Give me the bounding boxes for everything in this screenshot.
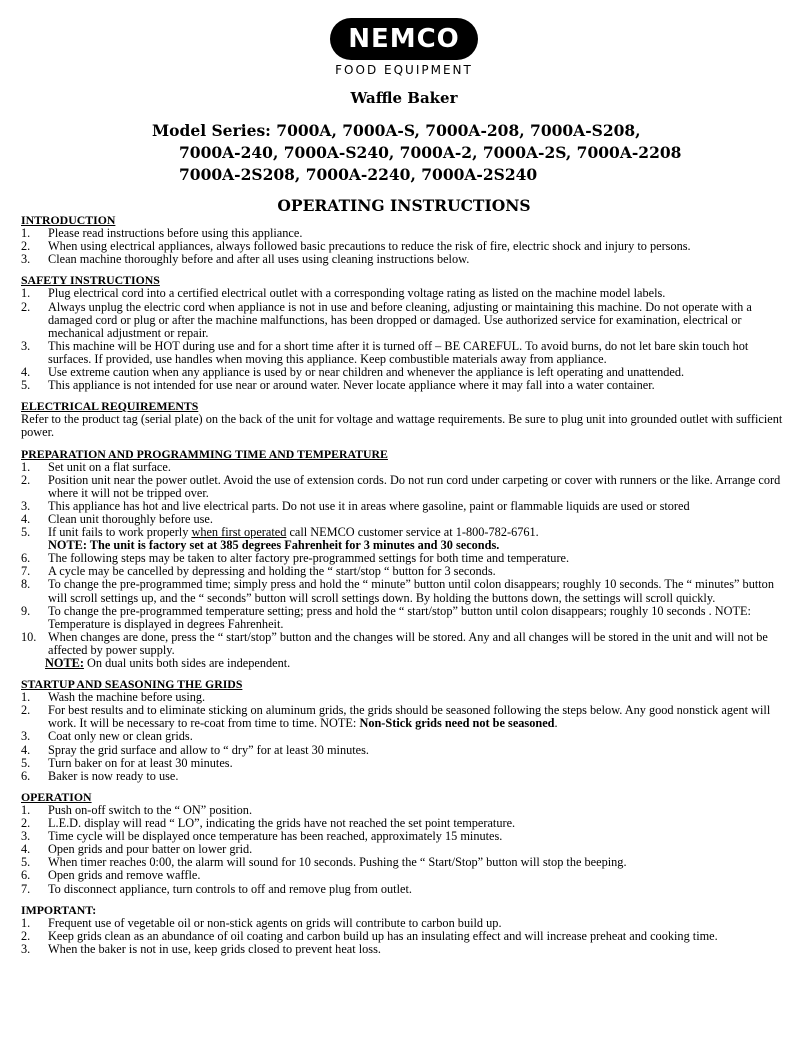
item-text: To disconnect appliance, turn controls to off and remove plug from outlet. <box>48 881 412 896</box>
section-title-startup: STARTUP AND SEASONING THE GRIDS <box>21 677 243 692</box>
item-text: Time cycle will be displayed once temperature has been reached, approximately 15 minutes. <box>48 829 503 844</box>
item-text: When using electrical appliances, always followed basic precautions to reduce the risk of fire, electric shock and injury to persons. <box>48 239 691 254</box>
item-text: Always unplug the electric cord when appliance is not in use and before cleaning, adjusting or maintaining this machine. Do not operate with a damaged cord or plug or after the machine malfunctions, has been dropped or damaged. Use authorized service for examination, electrical or mechanical adjustment or repair. <box>48 299 752 340</box>
model-line-3: 7000A-2S208, 7000A-2240, 7000A-2S240 <box>179 165 538 184</box>
item-text: To change the pre-programmed temperature setting; press and hold the “ start/stop” button until colon disappears; roughly 10 seconds . NOTE: Temperature is displayed in degrees Fahrenheit. <box>48 603 751 631</box>
list-item <box>21 578 788 604</box>
logo-brand: NEMCO <box>330 18 478 60</box>
list-item <box>21 287 788 300</box>
list-item <box>21 744 788 757</box>
section-title-important: IMPORTANT: <box>21 902 97 917</box>
item-text: When changes are done, press the “ start/stop” button and the changes will be stored. Any and all changes will be stored in the unit and will not be affected by power supply. <box>48 629 768 657</box>
item-number: 4. <box>21 511 31 526</box>
item-number: 3. <box>21 252 31 267</box>
item-number: 5. <box>21 855 31 870</box>
item-text: A cycle may be cancelled by depressing and holding the “ start/stop “ button for 3 seconds. <box>48 564 496 579</box>
item-text: Spray the grid surface and allow to “ dry” for at least 30 minutes. <box>48 742 369 757</box>
list-item <box>21 917 788 930</box>
item-number: 4. <box>21 842 31 857</box>
item5-text-post: call NEMCO customer service at 1-800-782-6761. <box>286 525 539 540</box>
item-text: Open grids and pour batter on lower grid. <box>48 842 253 857</box>
item-text: When timer reaches 0:00, the alarm will sound for 10 seconds. Pushing the “ Start/Stop” button will stop the beeping. <box>48 855 627 870</box>
item-text: Turn baker on for at least 30 minutes. <box>48 755 233 770</box>
item-text: Push on-off switch to the “ ON” position. <box>48 802 253 817</box>
section-title-introduction: INTRODUCTION <box>21 213 116 227</box>
item-text: This machine will be HOT during use and for a short time after it is turned off – BE CAREFUL. To avoid burns, do not let bare skin touch hot surfaces. If provided, use handles when moving this appliance. Keep combustible materials away from appliance. <box>48 338 749 366</box>
item-number: 1. <box>21 915 31 930</box>
logo-tagline: FOOD EQUIPMENT <box>335 63 473 77</box>
item-number: 2. <box>21 472 31 487</box>
item-text: Open grids and remove waffle. <box>48 868 201 883</box>
instructions-body <box>21 214 788 956</box>
section-title-electrical: ELECTRICAL REQUIREMENTS <box>21 399 199 414</box>
item-number: 5. <box>21 525 31 540</box>
list-item <box>21 605 788 631</box>
list-item <box>21 253 788 266</box>
item5-text-underlined: when first operated <box>191 525 287 540</box>
item-number: 5. <box>21 755 31 770</box>
item-text: L.E.D. display will read “ LO”, indicating the grids have not reached the set point temperature. <box>48 816 516 831</box>
item-number: 1. <box>21 690 31 705</box>
section-title-safety: SAFETY INSTRUCTIONS <box>21 273 160 288</box>
item-text: Wash the machine before using. <box>48 690 206 705</box>
item-number: 3. <box>21 941 31 956</box>
item-text: This appliance is not intended for use near or around water. Never locate appliance where it may fall into a water container. <box>48 378 655 393</box>
item-number: 2. <box>21 239 31 254</box>
item-number: 1. <box>21 286 31 301</box>
model-line-1: Model Series: 7000A, 7000A-S, 7000A-208, 7000A-S208, <box>152 121 641 140</box>
list-item <box>21 379 788 392</box>
item-number: 4. <box>21 742 31 757</box>
list-item <box>21 930 788 943</box>
list-item <box>21 340 788 366</box>
item-text: The following steps may be taken to alter factory pre-programmed settings for both time and temperature. <box>48 551 570 566</box>
item-text: Baker is now ready to use. <box>48 768 179 783</box>
item-number: 9. <box>21 603 31 618</box>
list-item <box>21 461 788 474</box>
item-number: 6. <box>21 551 31 566</box>
item-text <box>48 704 788 730</box>
item-text: When the baker is not in use, keep grids closed to prevent heat loss. <box>48 941 381 956</box>
item-number: 2. <box>21 816 31 831</box>
list-item <box>21 943 788 956</box>
electrical-text: Refer to the product tag (serial plate) on the back of the unit for voltage and wattage requirements. Be sure to plug unit into grounded outlet with sufficient power. <box>21 412 783 440</box>
item-number: 3. <box>21 729 31 744</box>
startup-item2-bold: Non-Stick grids need not be seasoned <box>359 716 555 731</box>
item-number: 1. <box>21 226 31 241</box>
item-number: 4. <box>21 365 31 380</box>
item-number: 3. <box>21 829 31 844</box>
item-text: Clean unit thoroughly before use. <box>48 511 213 526</box>
startup-item2-post: . <box>554 716 558 731</box>
list-item <box>21 757 788 770</box>
item-number: 2. <box>21 299 31 314</box>
list-item <box>21 631 788 657</box>
item-number: 5. <box>21 378 31 393</box>
item-number: 2. <box>21 928 31 943</box>
nemco-logo <box>0 18 808 77</box>
list-item <box>21 883 788 896</box>
list-item <box>21 474 788 500</box>
section-title-operation: OPERATION <box>21 789 92 804</box>
factory-setting-note: NOTE: The unit is factory set at 385 degrees Fahrenheit for 3 minutes and 30 seconds. <box>48 538 500 553</box>
item-text: Plug electrical cord into a certified electrical outlet with a corresponding voltage rating as listed on the machine model labels. <box>48 286 666 301</box>
item-number: 10. <box>21 629 37 644</box>
item-text: Position unit near the power outlet. Avoid the use of extension cords. Do not run cord under carpeting or cover with runners or the like. Arrange cord where it will not be tripped over. <box>48 472 781 500</box>
item-number: 7. <box>21 881 31 896</box>
item-text: Please read instructions before using this appliance. <box>48 226 303 241</box>
note-label: NOTE: <box>45 656 84 670</box>
item-text: Use extreme caution when any appliance is used by or near children and whenever the appliance is left operating and unattended. <box>48 365 685 380</box>
item-number: 2. <box>21 703 31 718</box>
list-item <box>21 730 788 743</box>
note-text: On dual units both sides are independent. <box>83 656 291 670</box>
item-text: Set unit on a flat surface. <box>48 459 171 474</box>
item-text: This appliance has hot and live electrical parts. Do not use it in areas where gasoline, paint or flammable liquids are used or stored <box>48 498 690 513</box>
item-number: 3. <box>21 498 31 513</box>
item5-text-pre: If unit fails to work properly <box>48 525 192 540</box>
list-item <box>21 301 788 340</box>
document-title: Waffle Baker <box>350 89 458 107</box>
dual-unit-note <box>21 657 788 670</box>
item-number: 3. <box>21 338 31 353</box>
item-number: 1. <box>21 459 31 474</box>
item-text: Coat only new or clean grids. <box>48 729 193 744</box>
item-number: 1. <box>21 802 31 817</box>
item-number: 8. <box>21 577 31 592</box>
section-title-preparation: PREPARATION AND PROGRAMMING TIME AND TEMPERATURE <box>21 446 388 461</box>
item-text: Clean machine thoroughly before and after all uses using cleaning instructions below. <box>48 252 470 267</box>
list-item <box>21 869 788 882</box>
list-item <box>21 704 788 730</box>
item-text: To change the pre-programmed time; simply press and hold the “ minute” button until colon disappears; roughly 10 seconds. The “ minutes” button will scroll settings up, and the “ seconds” button will scroll settings down. By holding the buttons down, the settings will scroll quickly. <box>48 577 774 605</box>
list-item <box>21 500 788 513</box>
operating-instructions-heading: OPERATING INSTRUCTIONS <box>277 196 531 215</box>
model-series <box>152 120 681 186</box>
item-number: 7. <box>21 564 31 579</box>
list-item <box>21 770 788 783</box>
item-number: 6. <box>21 868 31 883</box>
startup-item2-pre: For best results and to eliminate sticking on aluminum grids, the grids should be seasoned following the steps below. Any good nonstick agent will work. It will be necessary to re-coat from time to time. NOTE: <box>48 703 771 731</box>
item-text: Keep grids clean as an abundance of oil coating and carbon build up has an insulating effect and will increase preheat and cooking time. <box>48 928 718 943</box>
model-line-2: 7000A-240, 7000A-S240, 7000A-2, 7000A-2S, 7000A-2208 <box>179 143 682 162</box>
item-number: 6. <box>21 768 31 783</box>
item-text: Frequent use of vegetable oil or non-stick agents on grids will contribute to carbon build up. <box>48 915 502 930</box>
